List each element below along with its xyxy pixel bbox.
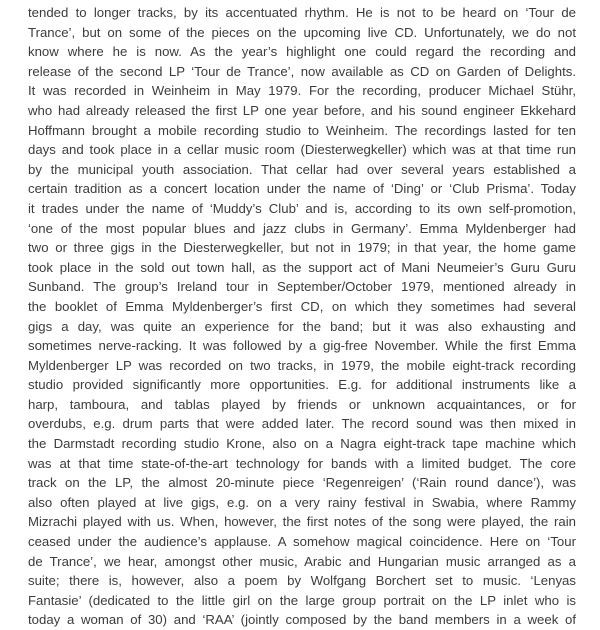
text-line-17: gigs a day, was quite an experience for the band; but it was also exhausting and [28, 318, 576, 334]
text-line-19: Myldenberger LP was recorded on two tracks, in 1979, the mobile eight-track recording [28, 357, 576, 373]
text-line-11: it trades under the name of ‘Muddy’s Club’ and is, according to its own self-promotion, [28, 200, 576, 216]
text-line-12: ‘one of the most popular blues and jazz clubs in Germany’. Emma Myldenberger had [28, 220, 576, 236]
text-line-26: also often played at live gigs, e.g. on a very rainy festival in Swabia, where Rammy [28, 494, 576, 510]
text-line-16: the booklet of Emma Myldenberger’s first CD, on which they sometimes had several [28, 298, 576, 314]
text-line-5: It was recorded in Weinheim in May 1979. For the recording, producer Michael Stühr, [28, 83, 576, 99]
text-line-6: who had already released the first LP one year before, and his sound engineer Ekkehard [28, 102, 576, 118]
text-line-3: know where he is now. As the year’s highlight one could regard the recording and [28, 44, 576, 60]
text-line-24: was at that time state-of-the-art technology for bands with a limited budget. The core [28, 455, 576, 471]
text-line-1: tended to longer tracks, by its accentuated rhythm. He is not to be heard on ‘Tour de [28, 5, 576, 20]
text-line-13: two or three gigs in the Diesterwegkeller, but not in 1979; in that year, the home game [28, 240, 576, 256]
text-line-25: track on the LP, the almost 20-minute piece ‘Regenreigen’ (‘Rain round dance’), was [28, 475, 576, 491]
text-line-21: harp, tamboura, and tablas played by friends or unknown acquaintances, or for [28, 396, 576, 412]
text-line-10: certain tradition as a concert location under the name of ‘Ding’ or ‘Club Prisma’. Today [28, 181, 576, 197]
text-line-31: Fantasie’ (dedicated to the little girl on the large group portrait on the LP inlet who is [28, 592, 576, 608]
text-line-9: by the municipal youth association. That cellar had over several years established a [28, 161, 576, 177]
text-line-14: took place in the sold out town hall, as the support act of Mani Neumeier’s Guru Guru [28, 259, 576, 275]
text-line-15: Sunband. The group’s Ireland tour in September/October 1979, mentioned already in [28, 279, 576, 295]
text-line-20: studio provided significantly more opportunities. E.g. for additional instruments like a [28, 377, 576, 393]
text-line-30: suite; there is, however, also a poem by Wolfgang Borchert set to music. ‘Lenyas [28, 573, 576, 589]
text-line-2: Trance’, but on some of the pieces on the upcoming live CD. Unfortunately, we do not [28, 24, 576, 40]
document-body-text [28, 3, 576, 630]
text-line-27: Mizrachi played with us. When, however, the first notes of the song were played, the rain [28, 514, 576, 530]
text-line-18: sometimes nerve-racking. It was followed by a gig-free November. While the first Emma [28, 338, 576, 354]
text-line-28: ceased under the audience’s applause. A somehow magical coincidence. Here on ‘Tour [28, 534, 576, 550]
text-line-29: de Trance’, we hear, amongst other music, Arabic and Hungarian music arranged as a [28, 553, 576, 569]
text-line-4: release of the second LP ‘Tour de Trance’, now available as CD on Garden of Delights. [28, 63, 576, 79]
text-line-32: today a woman of 30) and ‘RAA’ (jointly composed by the band members in a week of [28, 612, 576, 628]
text-line-22: overdubs, e.g. drum parts that were added later. The record sound was then mixed in [28, 416, 576, 432]
text-line-8: days and took place in a cellar music room (Diesterwegkeller) which was at that time run [28, 142, 576, 158]
text-line-7: Hoffmann brought a mobile recording studio to Weinheim. The recordings lasted for ten [28, 122, 576, 138]
text-line-23: the Darmstadt recording studio Krone, also on a Nagra eight-track tape machine which [28, 436, 576, 452]
